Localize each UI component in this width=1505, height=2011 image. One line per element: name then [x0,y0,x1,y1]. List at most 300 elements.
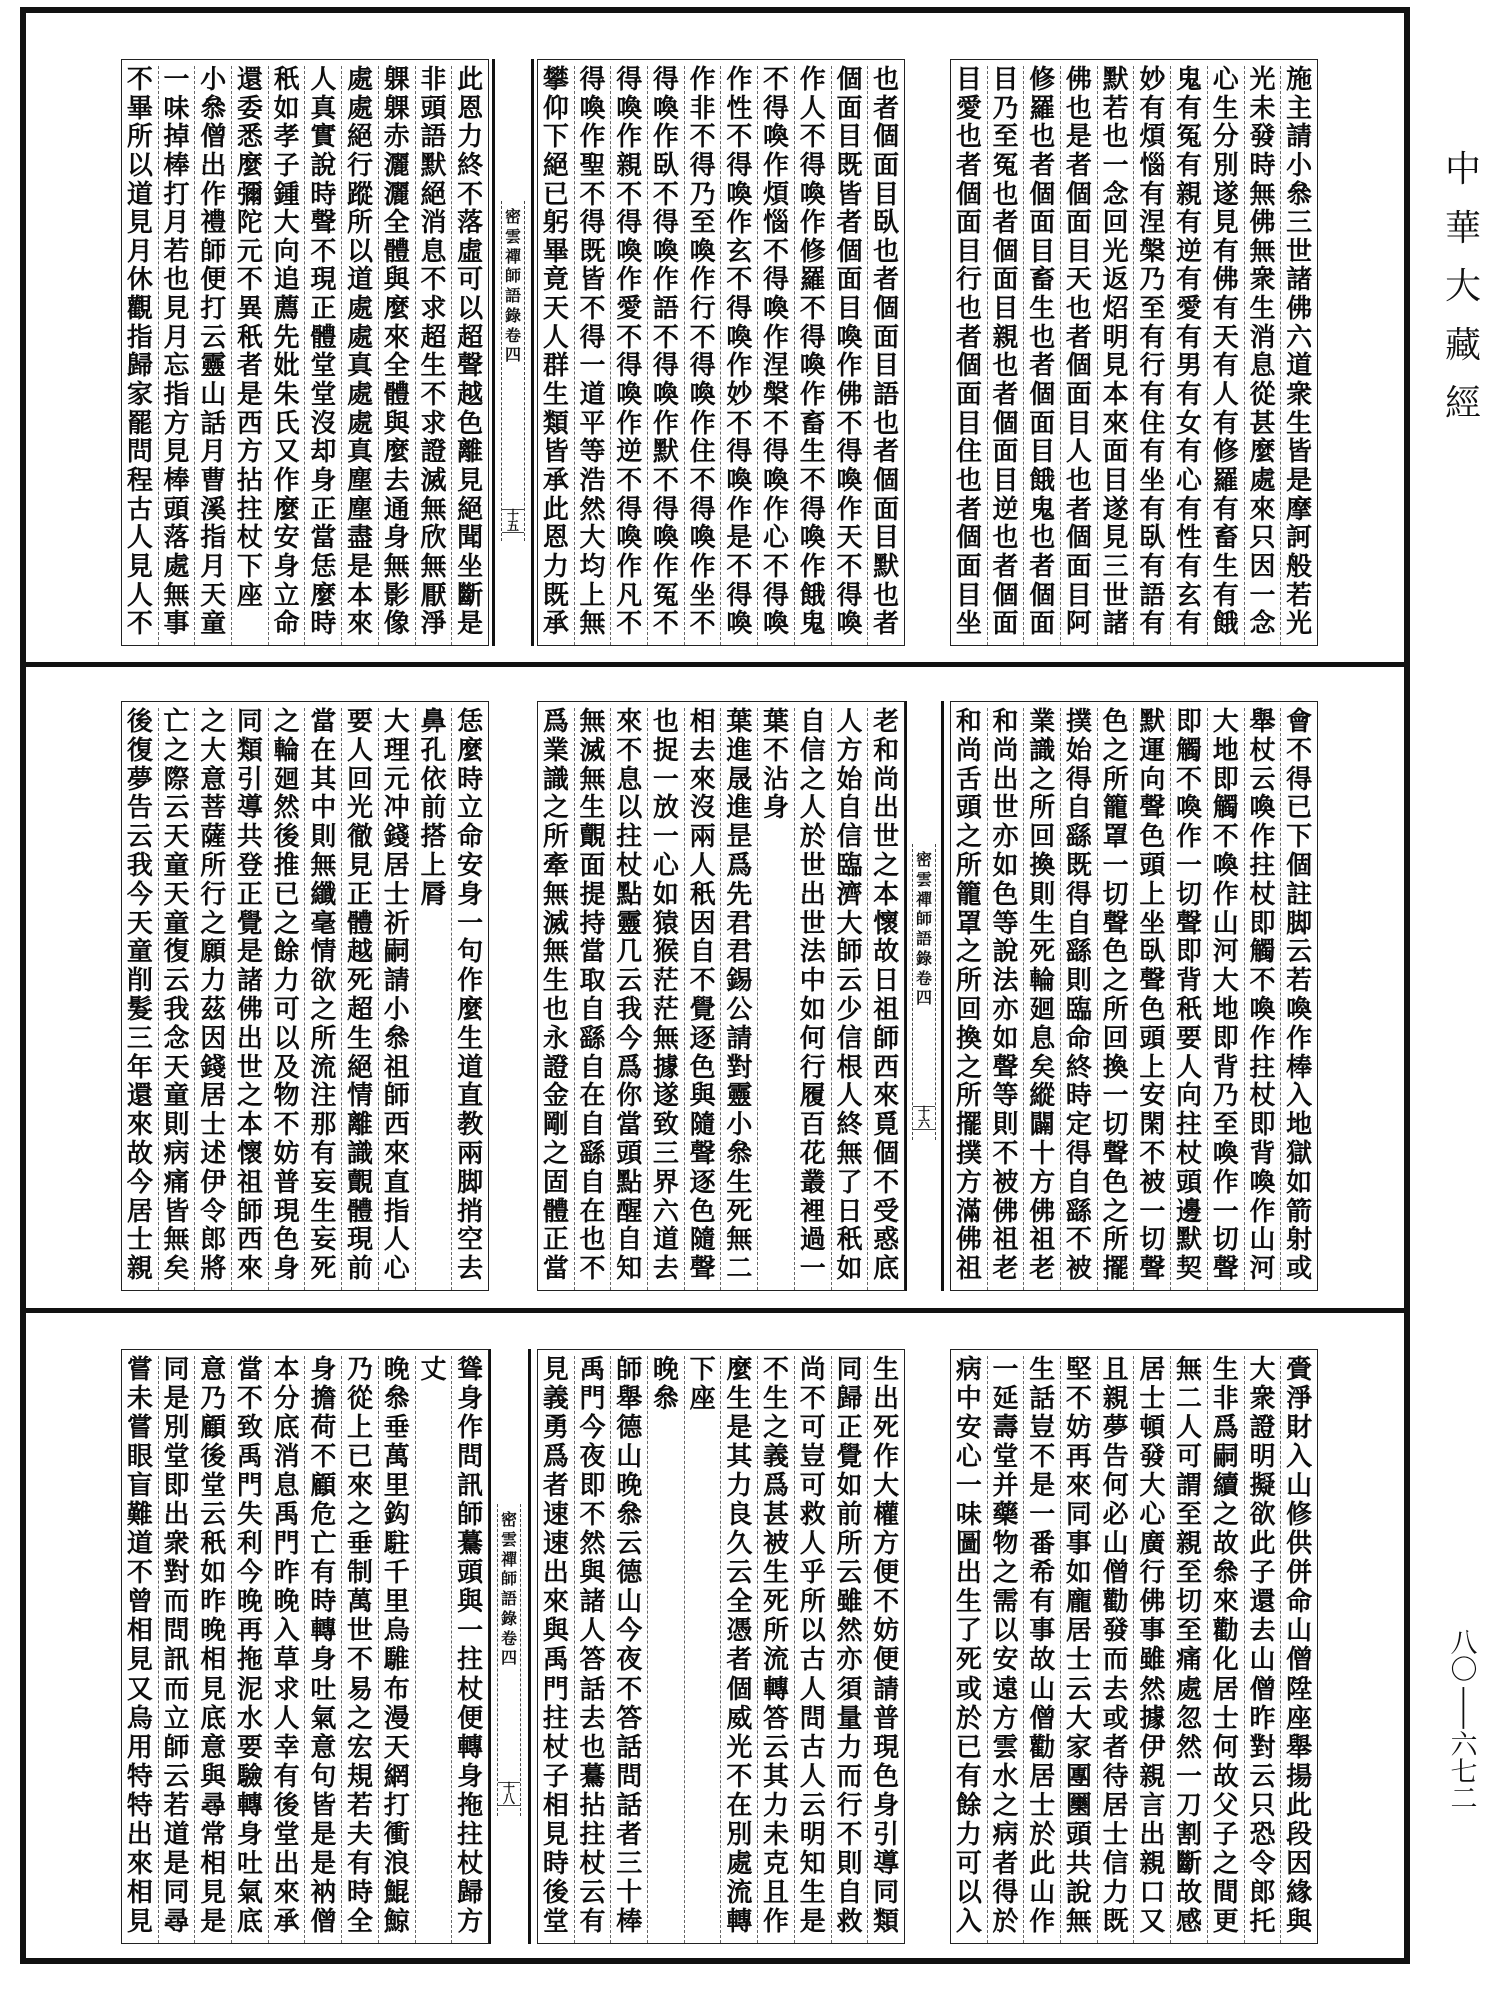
glyph: 淨 [420,609,447,640]
glyph: 離 [347,1110,374,1141]
glyph: 之 [347,1703,374,1734]
glyph: 語 [915,929,932,948]
glyph: 命 [1065,1023,1092,1054]
glyph: 已 [1286,793,1313,824]
glyph: 可 [273,994,300,1025]
glyph: 超 [420,322,447,353]
glyph: 身 [457,879,484,910]
glyph: 人 [799,93,826,124]
glyph: 處 [347,408,374,439]
glyph: 喚 [1212,850,1239,881]
glyph: 薦 [273,294,300,325]
glyph: 與 [689,1081,716,1112]
glyph: 程 [126,465,153,496]
glyph: 壽 [992,1413,1019,1444]
glyph: 夫 [347,1819,374,1850]
glyph: 坐 [1139,465,1166,496]
glyph: 進 [726,735,753,766]
glyph: 餓 [799,580,826,611]
glyph: 聲 [1176,908,1203,939]
glyph: 猿 [652,908,679,939]
glyph: 不 [652,465,679,496]
glyph: 不 [579,1254,606,1285]
glyph: 昨 [273,1558,300,1589]
glyph: 可 [1176,1442,1203,1473]
glyph: 藏 [1444,324,1481,366]
glyph: 此 [542,494,569,525]
glyph: 後 [273,1790,300,1821]
folio-margin-column [912,844,936,1140]
glyph: 全 [383,208,410,239]
glyph: 面 [873,494,900,525]
text-column [831,66,868,645]
glyph: 滅 [579,735,606,766]
glyph: 不 [689,609,716,640]
glyph: 絕 [347,1052,374,1083]
glyph: 皆 [542,437,569,468]
glyph: 乃 [1139,265,1166,296]
glyph: 月 [200,437,227,468]
glyph: 出 [873,793,900,824]
glyph: 豈 [799,1442,826,1473]
glyph: 勸 [1102,1587,1129,1618]
glyph: 發 [1139,1442,1166,1473]
glyph: 云 [163,793,190,824]
glyph: 息 [420,236,447,267]
glyph: 點 [616,879,643,910]
glyph: 玄 [726,236,753,267]
glyph: 者 [726,1645,753,1676]
glyph: 同 [163,1355,190,1385]
glyph: 鬼 [799,609,826,640]
glyph: 然 [836,1616,863,1647]
glyph: 逆 [1176,236,1203,267]
glyph: 死 [1029,937,1056,968]
glyph: 當 [579,937,606,968]
glyph: 於 [992,1906,1019,1937]
text-column [610,708,647,1290]
glyph: 息 [273,1471,300,1502]
glyph: 未 [1249,93,1276,124]
glyph: 秖 [236,322,263,353]
glyph: 個 [873,294,900,325]
glyph: 有 [1212,494,1239,525]
glyph: 云 [836,966,863,997]
glyph: 不 [1139,1138,1166,1169]
folio-margin-rule [531,59,534,646]
glyph: 叅 [383,1023,410,1054]
glyph: 與 [542,1616,569,1647]
glyph: 直 [457,1081,484,1112]
glyph: 師 [457,1500,484,1531]
glyph: 師 [616,1355,643,1385]
glyph: 密 [500,1510,517,1529]
glyph: 月 [163,208,190,239]
glyph: 共 [236,822,263,853]
glyph: 云 [579,1877,606,1908]
glyph: 沾 [763,764,790,795]
glyph: 聲 [1139,966,1166,997]
glyph: 身 [273,551,300,582]
glyph: 與 [579,1558,606,1589]
glyph: 恁 [457,707,484,737]
glyph: 生 [726,1384,753,1415]
glyph: 師 [163,1732,190,1763]
glyph: 牽 [542,850,569,881]
glyph: 童 [163,850,190,881]
glyph: 滅 [542,908,569,939]
glyph: 團 [1065,1761,1092,1792]
glyph: 因 [200,1023,227,1054]
glyph: 舌 [955,764,982,795]
glyph: 垂 [347,1529,374,1560]
glyph: 堂 [273,1819,300,1850]
glyph: 運 [1139,735,1166,766]
glyph: 叅 [1286,179,1313,210]
glyph: 不 [726,265,753,296]
glyph: 色 [1139,994,1166,1025]
text-column [1097,66,1134,645]
glyph: 一 [163,65,190,95]
glyph: 有 [1139,93,1166,124]
glyph: 嘗 [126,1413,153,1444]
glyph: 如 [836,1254,863,1285]
glyph: 杖 [1249,879,1276,910]
glyph: 力 [836,1732,863,1763]
glyph: 杖 [542,1732,569,1763]
glyph: 十 [616,1877,643,1908]
glyph: 非 [1212,1384,1239,1415]
glyph: 祖 [873,994,900,1025]
glyph: 吐 [310,1674,337,1705]
text-column [574,66,611,645]
glyph: 被 [763,1529,790,1560]
glyph: 請 [383,966,410,997]
glyph: 是 [310,1819,337,1850]
glyph: 真 [310,93,337,124]
glyph: 色 [1102,937,1129,968]
glyph: 臨 [1065,994,1092,1025]
glyph: 卷 [915,968,932,988]
glyph: 妨 [1065,1413,1092,1444]
glyph: 得 [836,437,863,468]
glyph: 立 [163,1703,190,1734]
glyph: 親 [616,150,643,181]
glyph: 提 [579,879,606,910]
text-block [121,1349,489,1944]
glyph: 作 [689,408,716,439]
glyph: 泥 [236,1674,263,1705]
glyph: 無 [579,707,606,737]
glyph: 也 [1029,523,1056,554]
glyph: 出 [955,1558,982,1589]
glyph: 句 [310,1761,337,1792]
glyph: 士 [200,1110,227,1141]
glyph: 個 [1029,380,1056,411]
glyph: 導 [873,1848,900,1879]
glyph: 立 [457,793,484,824]
text-column [720,1356,757,1943]
glyph: 叅 [616,1500,643,1531]
glyph: 持 [579,908,606,939]
glyph: 男 [1176,351,1203,382]
glyph: 佛 [1286,294,1313,325]
glyph: 無 [1249,236,1276,267]
glyph: 從 [347,1384,374,1415]
glyph: 有 [1176,380,1203,411]
glyph: 拄 [1176,1110,1203,1141]
glyph: 至 [1176,1616,1203,1647]
glyph: 僧 [1286,1645,1313,1676]
glyph: 不 [873,1587,900,1618]
glyph: 道 [579,380,606,411]
glyph: 躶 [383,65,410,95]
glyph: 方 [992,1703,1019,1734]
glyph: 祈 [383,908,410,939]
text-column [1170,1356,1207,1943]
glyph: 閑 [1139,1110,1166,1141]
glyph: 人 [1176,1052,1203,1083]
text-column [794,1356,831,1943]
glyph: 是 [1029,1471,1056,1502]
glyph: 摩 [1286,494,1313,525]
glyph: 喚 [1176,793,1203,824]
glyph: 人 [310,65,337,95]
glyph: 所 [542,822,569,853]
glyph: 指 [200,523,227,554]
glyph: 灑 [383,150,410,181]
glyph: 請 [726,1023,753,1054]
glyph: 指 [383,1196,410,1227]
glyph: 得 [726,150,753,181]
glyph: 感 [1176,1906,1203,1937]
glyph: 一 [992,1355,1019,1385]
glyph: 行 [799,1052,826,1083]
glyph: 無 [579,609,606,640]
glyph: 舉 [1286,1732,1313,1763]
glyph: 父 [1212,1790,1239,1821]
glyph: 人 [799,1529,826,1560]
glyph: 世 [799,908,826,939]
glyph: 鯤 [383,1877,410,1908]
glyph: 卷 [500,1628,517,1648]
glyph: 忽 [1176,1703,1203,1734]
glyph: 目 [836,294,863,325]
folio-number [502,509,524,533]
glyph: 轉 [457,1732,484,1763]
glyph: 令 [200,1196,227,1227]
glyph: 圖 [955,1529,982,1560]
glyph: 也 [873,65,900,95]
glyph: 義 [763,1442,790,1473]
glyph: 皆 [163,1196,190,1227]
glyph: 生 [1286,408,1313,439]
glyph: 了 [836,1167,863,1198]
glyph: 虛 [457,236,484,267]
glyph: 佛 [1212,265,1239,296]
glyph: 千 [383,1558,410,1589]
glyph: 居 [1139,1355,1166,1385]
glyph: 話 [200,408,227,439]
glyph: 頭 [1065,1819,1092,1850]
glyph: 時 [1065,1081,1092,1112]
glyph: 作 [616,551,643,582]
glyph: 乃 [689,179,716,210]
glyph: 作 [616,408,643,439]
glyph: 底 [236,1906,263,1937]
glyph: 力 [200,966,227,997]
glyph: 無 [836,1138,863,1169]
glyph: 月 [163,322,190,353]
glyph: 且 [1102,1355,1129,1385]
glyph: 推 [273,850,300,881]
glyph: 門 [542,1674,569,1705]
glyph: 雲 [992,1732,1019,1763]
text-block [121,701,489,1291]
glyph: 闢 [1029,1110,1056,1141]
glyph: 入 [1286,1081,1313,1112]
glyph: 得 [689,494,716,525]
glyph: 躶 [383,93,410,124]
glyph: 卷 [504,325,521,345]
glyph: 方 [873,1529,900,1560]
glyph: 即 [1212,1023,1239,1054]
glyph: 答 [763,1703,790,1734]
glyph: 士 [1029,1790,1056,1821]
glyph: 所 [763,1616,790,1647]
text-column [987,66,1024,645]
glyph: 等 [992,908,1019,939]
glyph: 終 [457,150,484,181]
glyph: 情 [310,937,337,968]
glyph: 安 [992,1645,1019,1676]
glyph: 得 [616,494,643,525]
glyph: 棒 [616,1906,643,1937]
glyph: 觸 [1212,793,1239,824]
glyph: 來 [1102,408,1129,439]
glyph: 何 [1212,1732,1239,1763]
glyph: 喚 [836,609,863,640]
glyph: 發 [1102,1616,1129,1647]
glyph: 隨 [689,1225,716,1256]
glyph: 得 [579,65,606,95]
glyph: 來 [383,322,410,353]
glyph: 錄 [504,305,521,325]
glyph: 佛 [1139,1587,1166,1618]
glyph: 金 [542,1081,569,1112]
glyph: 體 [347,1196,374,1227]
text-column [1023,1356,1060,1943]
glyph: 既 [542,580,569,611]
glyph: 切 [1139,1225,1166,1256]
glyph: 可 [955,1848,982,1879]
glyph: 生 [763,1384,790,1415]
glyph: 致 [652,1110,679,1141]
glyph: 供 [1286,1529,1313,1560]
glyph: 換 [1102,1052,1129,1083]
glyph: 個 [1029,580,1056,611]
glyph: 同 [1065,1500,1092,1531]
glyph: 杖 [1176,1138,1203,1169]
glyph: 無 [542,937,569,968]
glyph: 也 [1102,122,1129,153]
glyph: 默 [873,551,900,582]
glyph: 同 [836,1355,863,1385]
text-column [158,708,195,1290]
glyph: 冤 [1176,122,1203,153]
glyph: 當 [236,1355,263,1385]
glyph: 山 [1249,1225,1276,1256]
glyph: 逐 [689,1023,716,1054]
glyph: 時 [310,179,337,210]
glyph: 下 [236,551,263,582]
glyph: 個 [873,1138,900,1169]
glyph: 方 [955,1167,982,1198]
glyph: 堂 [163,1442,190,1473]
glyph: 是 [200,1906,227,1937]
text-column [378,708,415,1290]
glyph: 切 [1102,1110,1129,1141]
glyph: 上 [1139,1052,1166,1083]
glyph: 換 [1029,850,1056,881]
glyph: 述 [200,1138,227,1169]
glyph: 不 [992,1138,1019,1169]
glyph: 相 [689,707,716,737]
glyph: 求 [420,294,447,325]
glyph: 妄 [310,1167,337,1198]
glyph: 大 [273,208,300,239]
glyph: 願 [200,937,227,968]
text-column [1244,708,1281,1290]
glyph: 日 [836,1196,863,1227]
text-column [122,708,158,1290]
glyph: 受 [873,1196,900,1227]
glyph: 一 [799,1254,826,1285]
glyph: 大 [1444,266,1481,307]
glyph: 冲 [383,793,410,824]
glyph: 回 [347,764,374,795]
glyph: 我 [616,994,643,1025]
glyph: 昰 [726,822,753,853]
glyph: 身 [236,1819,263,1850]
glyph: 皆 [836,179,863,210]
glyph: 心 [652,850,679,881]
text-column [451,708,488,1290]
glyph: 未 [126,1384,153,1415]
glyph: 蹤 [347,179,374,210]
glyph: 祖 [236,1167,263,1198]
folio-margin-rule [528,1349,531,1944]
glyph: 何 [1102,1471,1129,1502]
glyph: 不 [1065,1384,1092,1415]
glyph: 不 [616,322,643,353]
glyph: 喚 [763,465,790,496]
glyph: 命 [457,822,484,853]
glyph: 有 [1212,408,1239,439]
glyph: 入 [955,1906,982,1937]
glyph: 喚 [799,523,826,554]
glyph: 方 [836,735,863,766]
glyph: 轉 [310,1616,337,1647]
glyph: 目 [1065,580,1092,611]
glyph: 信 [836,1023,863,1054]
glyph: 子 [542,1761,569,1792]
glyph: 至 [992,122,1019,153]
glyph: 赤 [383,122,410,153]
glyph: — [1449,1685,1480,1731]
glyph: 晟 [726,764,753,795]
glyph: 取 [579,966,606,997]
